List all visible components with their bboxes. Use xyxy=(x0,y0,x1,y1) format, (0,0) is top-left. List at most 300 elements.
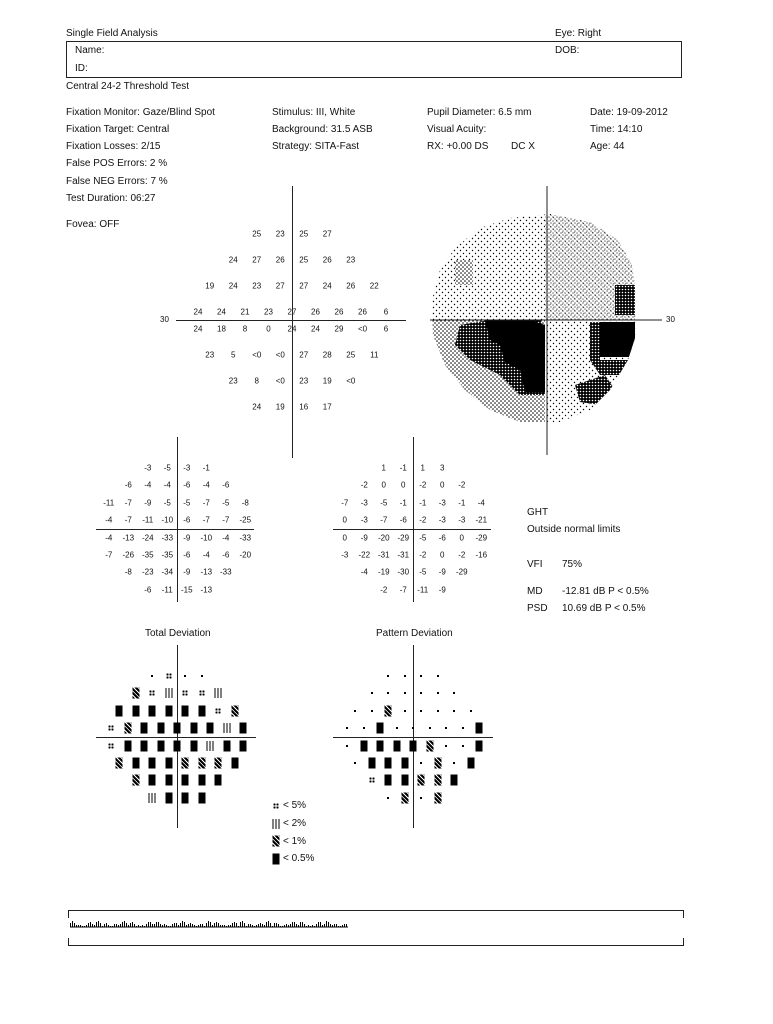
td-value: -3 xyxy=(144,463,152,473)
pdp-symbol xyxy=(451,775,458,786)
gaze-bar xyxy=(74,923,75,927)
pdp-symbol xyxy=(437,675,439,677)
pd-value: -31 xyxy=(397,550,410,560)
pdp-symbol xyxy=(434,793,441,804)
gaze-bar xyxy=(344,924,345,927)
pupil-diameter: Pupil Diameter: 6.5 mm xyxy=(427,107,532,118)
pdp-symbol xyxy=(418,775,425,786)
td-value: -9 xyxy=(183,567,191,577)
gaze-tracking-trace xyxy=(68,910,684,946)
td-value: -10 xyxy=(161,515,174,525)
td-value: -6 xyxy=(222,550,230,560)
gaze-bar xyxy=(120,924,121,927)
td-value: -35 xyxy=(161,550,174,560)
gaze-bar xyxy=(266,922,267,927)
pd-value: -6 xyxy=(438,533,446,543)
gaze-bar xyxy=(164,924,165,927)
pdp-symbol xyxy=(420,710,422,712)
threshold-value: 24 xyxy=(252,402,262,412)
pdp-symbol xyxy=(385,758,392,769)
td-value: -35 xyxy=(141,550,154,560)
gaze-bar xyxy=(214,923,215,927)
td-value: -6 xyxy=(183,515,191,525)
pd-value: 0 xyxy=(401,480,406,490)
pdp-symbol xyxy=(420,762,422,764)
threshold-value: 23 xyxy=(346,255,356,265)
threshold-value: 19 xyxy=(322,376,332,386)
gaze-bar xyxy=(324,924,325,927)
pdp-symbol xyxy=(385,706,392,717)
test-duration: Test Duration: 06:27 xyxy=(66,193,156,204)
threshold-value: 26 xyxy=(275,255,285,265)
pd-value: -2 xyxy=(419,480,427,490)
pd-value: 0 xyxy=(459,533,464,543)
gaze-bar xyxy=(118,925,119,927)
gaze-bar xyxy=(136,926,137,927)
td-value: -11 xyxy=(161,585,173,595)
gaze-bar xyxy=(258,924,259,927)
name-label: Name: xyxy=(75,45,105,56)
gaze-bar xyxy=(276,923,277,927)
threshold-value: <0 xyxy=(275,376,285,386)
threshold-value: <0 xyxy=(252,350,262,360)
gaze-bar xyxy=(338,926,339,927)
gaze-bar xyxy=(272,926,273,927)
pdp-symbol xyxy=(385,775,392,786)
gaze-bar xyxy=(100,923,101,927)
pdp-symbol xyxy=(420,797,422,799)
time: Time: 14:10 xyxy=(590,124,643,135)
gaze-bar xyxy=(108,925,109,927)
fixation-target: Fixation Target: Central xyxy=(66,124,170,135)
td-value: -33 xyxy=(219,567,232,577)
pdp-symbol xyxy=(462,727,464,729)
pdp-symbol xyxy=(387,797,389,799)
td-value: -13 xyxy=(200,567,213,577)
threshold-value: 5 xyxy=(231,350,236,360)
gaze-bar xyxy=(238,926,239,927)
gaze-bar xyxy=(336,924,337,927)
gaze-bar xyxy=(126,923,127,927)
pd-value: -9 xyxy=(438,567,446,577)
pd-value: -21 xyxy=(475,515,488,525)
threshold-value: 24 xyxy=(217,307,226,317)
fixation-losses: Fixation Losses: 2/15 xyxy=(66,141,161,152)
pd-value: -1 xyxy=(458,498,466,508)
threshold-value: 29 xyxy=(334,324,344,334)
gaze-bar xyxy=(262,924,263,927)
gaze-bar xyxy=(248,924,249,927)
gaze-bar xyxy=(318,922,319,927)
gaze-bar xyxy=(176,923,177,927)
pdp-symbol xyxy=(429,727,431,729)
gaze-bar xyxy=(88,923,89,927)
gaze-bar xyxy=(146,924,147,927)
gaze-bar xyxy=(154,924,155,927)
threshold-value: 6 xyxy=(383,307,389,317)
pdp-symbol xyxy=(404,692,406,694)
gaze-bar xyxy=(304,924,305,927)
date: Date: 19-09-2012 xyxy=(590,107,668,118)
gaze-bar xyxy=(72,921,73,927)
threshold-value: 18 xyxy=(217,324,226,334)
gaze-bar xyxy=(300,922,301,927)
gaze-bar xyxy=(142,925,143,927)
gaze-bar xyxy=(112,926,113,927)
threshold-value: 27 xyxy=(252,255,262,265)
gaze-bar xyxy=(252,925,253,927)
gaze-bar xyxy=(314,926,315,927)
pd-value: -1 xyxy=(419,498,427,508)
pd-value: -29 xyxy=(397,533,410,543)
pd-value: -5 xyxy=(380,498,388,508)
pdp-symbol xyxy=(354,762,356,764)
td-value: -23 xyxy=(141,567,154,577)
pdp-symbol xyxy=(401,793,408,804)
gaze-bar xyxy=(302,922,303,927)
pdp-symbol xyxy=(445,745,447,747)
gaze-bar xyxy=(116,924,117,927)
gaze-bar xyxy=(178,925,179,927)
gaze-bar xyxy=(226,926,227,927)
pdp-symbol xyxy=(369,777,375,783)
gaze-bar xyxy=(246,926,247,927)
ght-value: Outside normal limits xyxy=(527,524,621,535)
gaze-bar xyxy=(128,925,129,927)
pd-value: -3 xyxy=(438,515,446,525)
td-value: -6 xyxy=(222,480,230,490)
td-value: -7 xyxy=(124,498,132,508)
gaze-bar xyxy=(150,922,151,927)
gaze-bar xyxy=(256,925,257,927)
threshold-value: 23 xyxy=(264,307,273,317)
strategy: Strategy: SITA-Fast xyxy=(272,141,360,152)
td-value: -7 xyxy=(202,515,210,525)
gaze-bar xyxy=(198,925,199,927)
gaze-bar xyxy=(280,926,281,927)
gaze-bar xyxy=(148,922,149,927)
gaze-bar xyxy=(144,926,145,927)
td-value: -20 xyxy=(239,550,252,560)
gaze-bar xyxy=(184,922,185,927)
gaze-bar xyxy=(290,924,291,927)
td-value: -6 xyxy=(144,585,152,595)
td-value: -26 xyxy=(122,550,135,560)
gaze-bar xyxy=(152,924,153,927)
gaze-bar xyxy=(140,926,141,927)
threshold-value: 26 xyxy=(334,307,344,317)
test-name: Central 24-2 Threshold Test xyxy=(66,81,190,92)
pdp-symbol xyxy=(404,675,406,677)
threshold-value: 27 xyxy=(287,307,297,317)
td-value: -4 xyxy=(105,515,113,525)
gaze-bar xyxy=(240,922,241,927)
legend-symbol-05 xyxy=(273,854,280,865)
pd-value: -7 xyxy=(341,498,349,508)
visual-acuity: Visual Acuity: xyxy=(427,124,487,135)
pdp-symbol xyxy=(412,727,414,729)
pd-value: -9 xyxy=(438,585,446,595)
age: Age: 44 xyxy=(590,141,625,152)
pd-value: -3 xyxy=(438,498,446,508)
gaze-bar xyxy=(330,924,331,927)
td-value: -1 xyxy=(202,463,210,473)
pdp-symbol xyxy=(462,745,464,747)
gaze-bar xyxy=(84,926,85,927)
pd-value: -4 xyxy=(360,567,368,577)
pdp-symbol xyxy=(476,741,483,752)
gaze-bar xyxy=(286,924,287,927)
total-deviation-label: Total Deviation xyxy=(145,628,211,639)
gaze-bar xyxy=(250,924,251,927)
legend-symbol-1 xyxy=(273,836,280,847)
pdp-symbol xyxy=(420,675,422,677)
gaze-bar xyxy=(236,923,237,927)
eye-label: Eye: Right xyxy=(555,28,602,39)
threshold-value: 23 xyxy=(275,229,285,239)
pd-value: -16 xyxy=(475,550,488,560)
td-value: -5 xyxy=(163,498,171,508)
td-value: -7 xyxy=(124,515,132,525)
legend-p5: < 5% xyxy=(283,800,307,811)
threshold-value: 26 xyxy=(311,307,320,317)
gaze-bar xyxy=(174,923,175,927)
threshold-value: 8 xyxy=(254,376,259,386)
pd-value: -9 xyxy=(360,533,368,543)
gaze-bar xyxy=(190,923,191,927)
psd-value: 10.69 dB P < 0.5% xyxy=(562,603,646,614)
pdp-symbol xyxy=(346,745,348,747)
threshold-value: 26 xyxy=(322,255,332,265)
pdp-symbol xyxy=(426,741,433,752)
td-value: -8 xyxy=(124,567,132,577)
gaze-bar xyxy=(80,925,81,927)
gaze-bar xyxy=(202,924,203,927)
legend-p2: < 2% xyxy=(283,818,307,829)
legend-p05: < 0.5% xyxy=(283,853,315,864)
pd-value: -2 xyxy=(419,550,427,560)
ght-label: GHT xyxy=(527,507,549,518)
threshold-value: 11 xyxy=(370,350,379,360)
gaze-bar xyxy=(270,923,271,927)
gaze-bar xyxy=(334,924,335,927)
threshold-value: <0 xyxy=(357,324,368,334)
pd-value: 1 xyxy=(420,463,425,473)
vfi-label: VFI xyxy=(527,559,543,570)
threshold-value: 24 xyxy=(322,281,332,291)
threshold-value: 24 xyxy=(193,307,203,317)
pdp-symbol xyxy=(404,710,406,712)
gaze-bar xyxy=(86,925,87,927)
td-value: -9 xyxy=(144,498,152,508)
gaze-bar xyxy=(168,926,169,927)
td-value: -25 xyxy=(239,515,252,525)
gaze-bar xyxy=(264,925,265,927)
fixation-monitor: Fixation Monitor: Gaze/Blind Spot xyxy=(66,107,215,118)
td-value: -13 xyxy=(200,585,213,595)
pdp-symbol xyxy=(437,692,439,694)
td-value: -7 xyxy=(202,498,210,508)
td-value: -4 xyxy=(222,533,230,543)
gaze-bar xyxy=(70,923,71,927)
gaze-bar xyxy=(82,926,83,927)
threshold-value: 21 xyxy=(240,307,250,317)
td-value: -6 xyxy=(183,550,191,560)
gaze-bar xyxy=(326,921,327,927)
pdp-symbol xyxy=(360,741,367,752)
pdp-symbol xyxy=(363,727,365,729)
gaze-bar xyxy=(292,922,293,927)
gaze-bar xyxy=(124,921,125,927)
pd-value: -3 xyxy=(458,515,466,525)
threshold-value: 27 xyxy=(275,281,285,291)
td-value: -33 xyxy=(239,533,252,543)
threshold-value: 27 xyxy=(322,229,332,239)
pdp-symbol xyxy=(434,758,441,769)
gaze-bar xyxy=(104,924,105,927)
pd-value: 0 xyxy=(342,533,347,543)
gaze-bar xyxy=(94,925,95,927)
pdp-symbol xyxy=(470,710,472,712)
td-value: -6 xyxy=(183,480,191,490)
gaze-bar xyxy=(182,921,183,927)
pd-value: -7 xyxy=(380,515,388,525)
pdp-symbol xyxy=(401,758,408,769)
gaze-bar xyxy=(288,925,289,927)
md-label: MD xyxy=(527,586,543,597)
gaze-bar xyxy=(172,924,173,927)
gaze-bar xyxy=(212,925,213,927)
pdp-symbol xyxy=(393,741,400,752)
pdp-symbol xyxy=(467,758,474,769)
gaze-bar xyxy=(200,924,201,927)
pdp-symbol xyxy=(420,692,422,694)
gaze-bar xyxy=(160,924,161,927)
stimulus: Stimulus: III, White xyxy=(272,107,356,118)
vfi-value: 75% xyxy=(562,559,583,570)
gaze-bar xyxy=(332,925,333,927)
threshold-value: 23 xyxy=(252,281,262,291)
gaze-bar xyxy=(220,925,221,927)
pd-value: -2 xyxy=(458,550,466,560)
pdp-symbol xyxy=(476,723,483,734)
pd-value: -2 xyxy=(419,515,427,525)
pdp-symbol xyxy=(368,758,375,769)
pd-value: 0 xyxy=(440,480,445,490)
gaze-bar xyxy=(166,925,167,927)
gaze-bar xyxy=(306,926,307,927)
threshold-value: 27 xyxy=(299,350,309,360)
gaze-tracking-box xyxy=(68,910,684,946)
gaze-bar xyxy=(278,924,279,927)
td-value: -3 xyxy=(183,463,191,473)
threshold-value: 26 xyxy=(358,307,367,317)
gaze-bar xyxy=(156,922,157,927)
td-value: -15 xyxy=(180,585,193,595)
pd-value: -3 xyxy=(360,515,368,525)
pdp-symbol xyxy=(410,741,417,752)
gaze-bar xyxy=(218,923,219,927)
background: Background: 31.5 ASB xyxy=(272,124,373,135)
gaze-bar xyxy=(320,922,321,927)
gaze-bar xyxy=(208,921,209,927)
pdp-symbol xyxy=(453,762,455,764)
threshold-value: <0 xyxy=(275,350,285,360)
gaze-bar xyxy=(170,926,171,927)
gaze-bar xyxy=(216,922,217,927)
gaze-bar xyxy=(210,922,211,927)
gaze-bar xyxy=(106,923,107,927)
td-value: -34 xyxy=(161,567,174,577)
threshold-value: 19 xyxy=(205,281,215,291)
td-value: -6 xyxy=(124,480,132,490)
md-value: -12.81 dB P < 0.5% xyxy=(562,586,649,597)
pdp-symbol xyxy=(437,710,439,712)
gaze-bar xyxy=(138,925,139,927)
gaze-bar xyxy=(134,924,135,927)
pd-value: -22 xyxy=(358,550,371,560)
gaze-bar xyxy=(78,925,79,927)
gaze-bar xyxy=(186,925,187,927)
threshold-value: 27 xyxy=(299,281,309,291)
gaze-bar xyxy=(162,925,163,927)
pd-value: -5 xyxy=(419,567,427,577)
pd-value: -29 xyxy=(475,533,488,543)
gaze-bar xyxy=(122,922,123,927)
td-value: -33 xyxy=(161,533,174,543)
threshold-value: 24 xyxy=(311,324,320,334)
fovea: Fovea: OFF xyxy=(66,219,120,230)
gaze-bar xyxy=(294,922,295,927)
pd-value: -3 xyxy=(360,498,368,508)
td-value: -5 xyxy=(183,498,191,508)
gaze-bar xyxy=(196,926,197,927)
false-pos-errors: False POS Errors: 2 % xyxy=(66,158,168,169)
td-value: -4 xyxy=(105,533,113,543)
gaze-bar xyxy=(206,923,207,927)
pdp-symbol xyxy=(371,692,373,694)
pdp-symbol xyxy=(377,741,384,752)
pd-value: 0 xyxy=(342,515,347,525)
report-title: Single Field Analysis xyxy=(66,28,158,39)
gaze-bar xyxy=(316,924,317,927)
pdp-symbol xyxy=(401,775,408,786)
pd-value: -2 xyxy=(380,585,388,595)
gaze-bar xyxy=(98,921,99,927)
pd-value: 3 xyxy=(440,463,445,473)
gaze-bar xyxy=(234,922,235,927)
gaze-bar xyxy=(260,923,261,927)
threshold-value: 17 xyxy=(322,402,332,412)
threshold-value: 24 xyxy=(228,255,238,265)
pd-value: -7 xyxy=(399,585,407,595)
pd-value: -20 xyxy=(377,533,390,543)
threshold-value: <0 xyxy=(346,376,356,386)
td-value: -4 xyxy=(202,480,210,490)
gaze-bar xyxy=(188,924,189,927)
threshold-value: 24 xyxy=(287,324,297,334)
threshold-axis-30-left: 30 xyxy=(160,315,169,324)
pdp-symbol xyxy=(354,710,356,712)
threshold-value: 26 xyxy=(346,281,356,291)
gaze-bar xyxy=(130,923,131,927)
pd-value: -29 xyxy=(455,567,468,577)
pdp-v-axis xyxy=(413,645,414,828)
threshold-value: 25 xyxy=(299,255,309,265)
td-value: -7 xyxy=(222,515,230,525)
td-value: -9 xyxy=(183,533,191,543)
gaze-bar xyxy=(244,923,245,927)
